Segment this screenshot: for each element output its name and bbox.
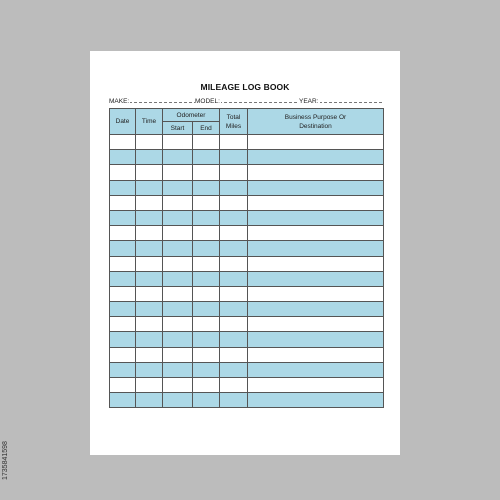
- table-cell: [220, 150, 248, 165]
- table-row: [110, 165, 384, 180]
- table-cell: [220, 362, 248, 377]
- table-cell: [193, 226, 220, 241]
- table-row: [110, 378, 384, 393]
- table-cell: [163, 362, 193, 377]
- table-cell: [163, 180, 193, 195]
- page-title: MILEAGE LOG BOOK: [200, 82, 290, 92]
- table-cell: [110, 362, 136, 377]
- table-cell: [220, 165, 248, 180]
- table-cell: [193, 286, 220, 301]
- table-cell: [248, 241, 384, 256]
- table-cell: [110, 180, 136, 195]
- table-cell: [110, 150, 136, 165]
- table-cell: [163, 135, 193, 150]
- table-cell: [248, 226, 384, 241]
- table-row: [110, 317, 384, 332]
- table-cell: [136, 393, 163, 408]
- table-cell: [136, 317, 163, 332]
- table-cell: [110, 226, 136, 241]
- table-row: [110, 332, 384, 347]
- header-end: End: [193, 122, 220, 135]
- table-row: [110, 302, 384, 317]
- table-cell: [220, 241, 248, 256]
- table-cell: [110, 210, 136, 225]
- header-start: Start: [163, 122, 193, 135]
- table-cell: [193, 150, 220, 165]
- table-cell: [220, 393, 248, 408]
- year-label: YEAR:: [299, 98, 319, 105]
- table-cell: [110, 332, 136, 347]
- table-cell: [136, 347, 163, 362]
- table-cell: [110, 135, 136, 150]
- table-cell: [110, 195, 136, 210]
- table-cell: [193, 195, 220, 210]
- header-odometer: Odometer: [163, 109, 220, 122]
- table-cell: [193, 393, 220, 408]
- table-cell: [193, 241, 220, 256]
- fields-dashed-line: [109, 102, 382, 103]
- header-purpose: Business Purpose Or Destination: [248, 109, 384, 135]
- table-cell: [136, 180, 163, 195]
- table-cell: [193, 362, 220, 377]
- log-page: [90, 51, 400, 455]
- table-cell: [163, 150, 193, 165]
- table-cell: [193, 180, 220, 195]
- table-cell: [163, 378, 193, 393]
- table-cell: [220, 302, 248, 317]
- table-cell: [193, 317, 220, 332]
- stock-id-text: 1735841598: [2, 441, 9, 480]
- table-cell: [110, 241, 136, 256]
- table-cell: [248, 165, 384, 180]
- table-cell: [248, 302, 384, 317]
- table-row: [110, 210, 384, 225]
- table-cell: [193, 210, 220, 225]
- table-row: [110, 226, 384, 241]
- table-cell: [163, 256, 193, 271]
- table-cell: [163, 393, 193, 408]
- table-cell: [136, 362, 163, 377]
- table-row: [110, 256, 384, 271]
- table-cell: [110, 317, 136, 332]
- table-row: [110, 135, 384, 150]
- table-row: [110, 271, 384, 286]
- table-cell: [248, 256, 384, 271]
- header-date: Date: [110, 109, 136, 135]
- table-cell: [193, 378, 220, 393]
- table-cell: [136, 165, 163, 180]
- mileage-table: [109, 108, 384, 408]
- table-cell: [248, 210, 384, 225]
- vehicle-fields: [109, 98, 382, 108]
- table-cell: [220, 286, 248, 301]
- table-cell: [193, 271, 220, 286]
- table-cell: [110, 256, 136, 271]
- model-label: MODEL:: [195, 98, 220, 105]
- table-cell: [136, 195, 163, 210]
- table-cell: [248, 135, 384, 150]
- table-cell: [220, 256, 248, 271]
- table-cell: [220, 195, 248, 210]
- table-cell: [248, 195, 384, 210]
- table-cell: [193, 332, 220, 347]
- table-cell: [136, 378, 163, 393]
- table-cell: [220, 317, 248, 332]
- table-cell: [136, 226, 163, 241]
- table-row: [110, 362, 384, 377]
- table-cell: [136, 271, 163, 286]
- table-cell: [136, 302, 163, 317]
- table-cell: [163, 210, 193, 225]
- table-cell: [110, 393, 136, 408]
- table-cell: [193, 135, 220, 150]
- table-row: [110, 347, 384, 362]
- table-row: [110, 241, 384, 256]
- table-cell: [110, 271, 136, 286]
- table-cell: [163, 226, 193, 241]
- header-time: Time: [136, 109, 163, 135]
- table-cell: [220, 210, 248, 225]
- table-row: [110, 195, 384, 210]
- table-cell: [248, 378, 384, 393]
- table-cell: [248, 332, 384, 347]
- table-cell: [136, 241, 163, 256]
- table-body: [110, 135, 384, 408]
- table-cell: [220, 180, 248, 195]
- table-cell: [136, 286, 163, 301]
- table-cell: [248, 393, 384, 408]
- table-cell: [110, 302, 136, 317]
- table-row: [110, 286, 384, 301]
- table-cell: [136, 150, 163, 165]
- table-cell: [248, 180, 384, 195]
- table-cell: [136, 256, 163, 271]
- table-cell: [193, 302, 220, 317]
- table-row: [110, 180, 384, 195]
- table-cell: [248, 362, 384, 377]
- table-cell: [163, 241, 193, 256]
- table-cell: [110, 165, 136, 180]
- table-cell: [220, 226, 248, 241]
- table-cell: [220, 135, 248, 150]
- table-cell: [163, 347, 193, 362]
- table-cell: [136, 332, 163, 347]
- table-cell: [110, 347, 136, 362]
- table-cell: [163, 271, 193, 286]
- table-cell: [136, 135, 163, 150]
- table-cell: [110, 378, 136, 393]
- table-cell: [136, 210, 163, 225]
- table-cell: [163, 195, 193, 210]
- table-cell: [110, 286, 136, 301]
- table-cell: [193, 165, 220, 180]
- table-cell: [193, 256, 220, 271]
- table-cell: [248, 317, 384, 332]
- table-row: [110, 150, 384, 165]
- table-cell: [163, 332, 193, 347]
- table-cell: [163, 302, 193, 317]
- make-label: MAKE:: [109, 98, 130, 105]
- table-cell: [220, 378, 248, 393]
- table-cell: [248, 286, 384, 301]
- table-cell: [248, 150, 384, 165]
- table-row: [110, 393, 384, 408]
- table-cell: [220, 332, 248, 347]
- table-cell: [248, 347, 384, 362]
- table-cell: [220, 347, 248, 362]
- header-total-miles: Total Miles: [220, 109, 248, 135]
- table-cell: [220, 271, 248, 286]
- table-cell: [193, 347, 220, 362]
- table-cell: [163, 286, 193, 301]
- table-cell: [163, 317, 193, 332]
- table-cell: [163, 165, 193, 180]
- table-cell: [248, 271, 384, 286]
